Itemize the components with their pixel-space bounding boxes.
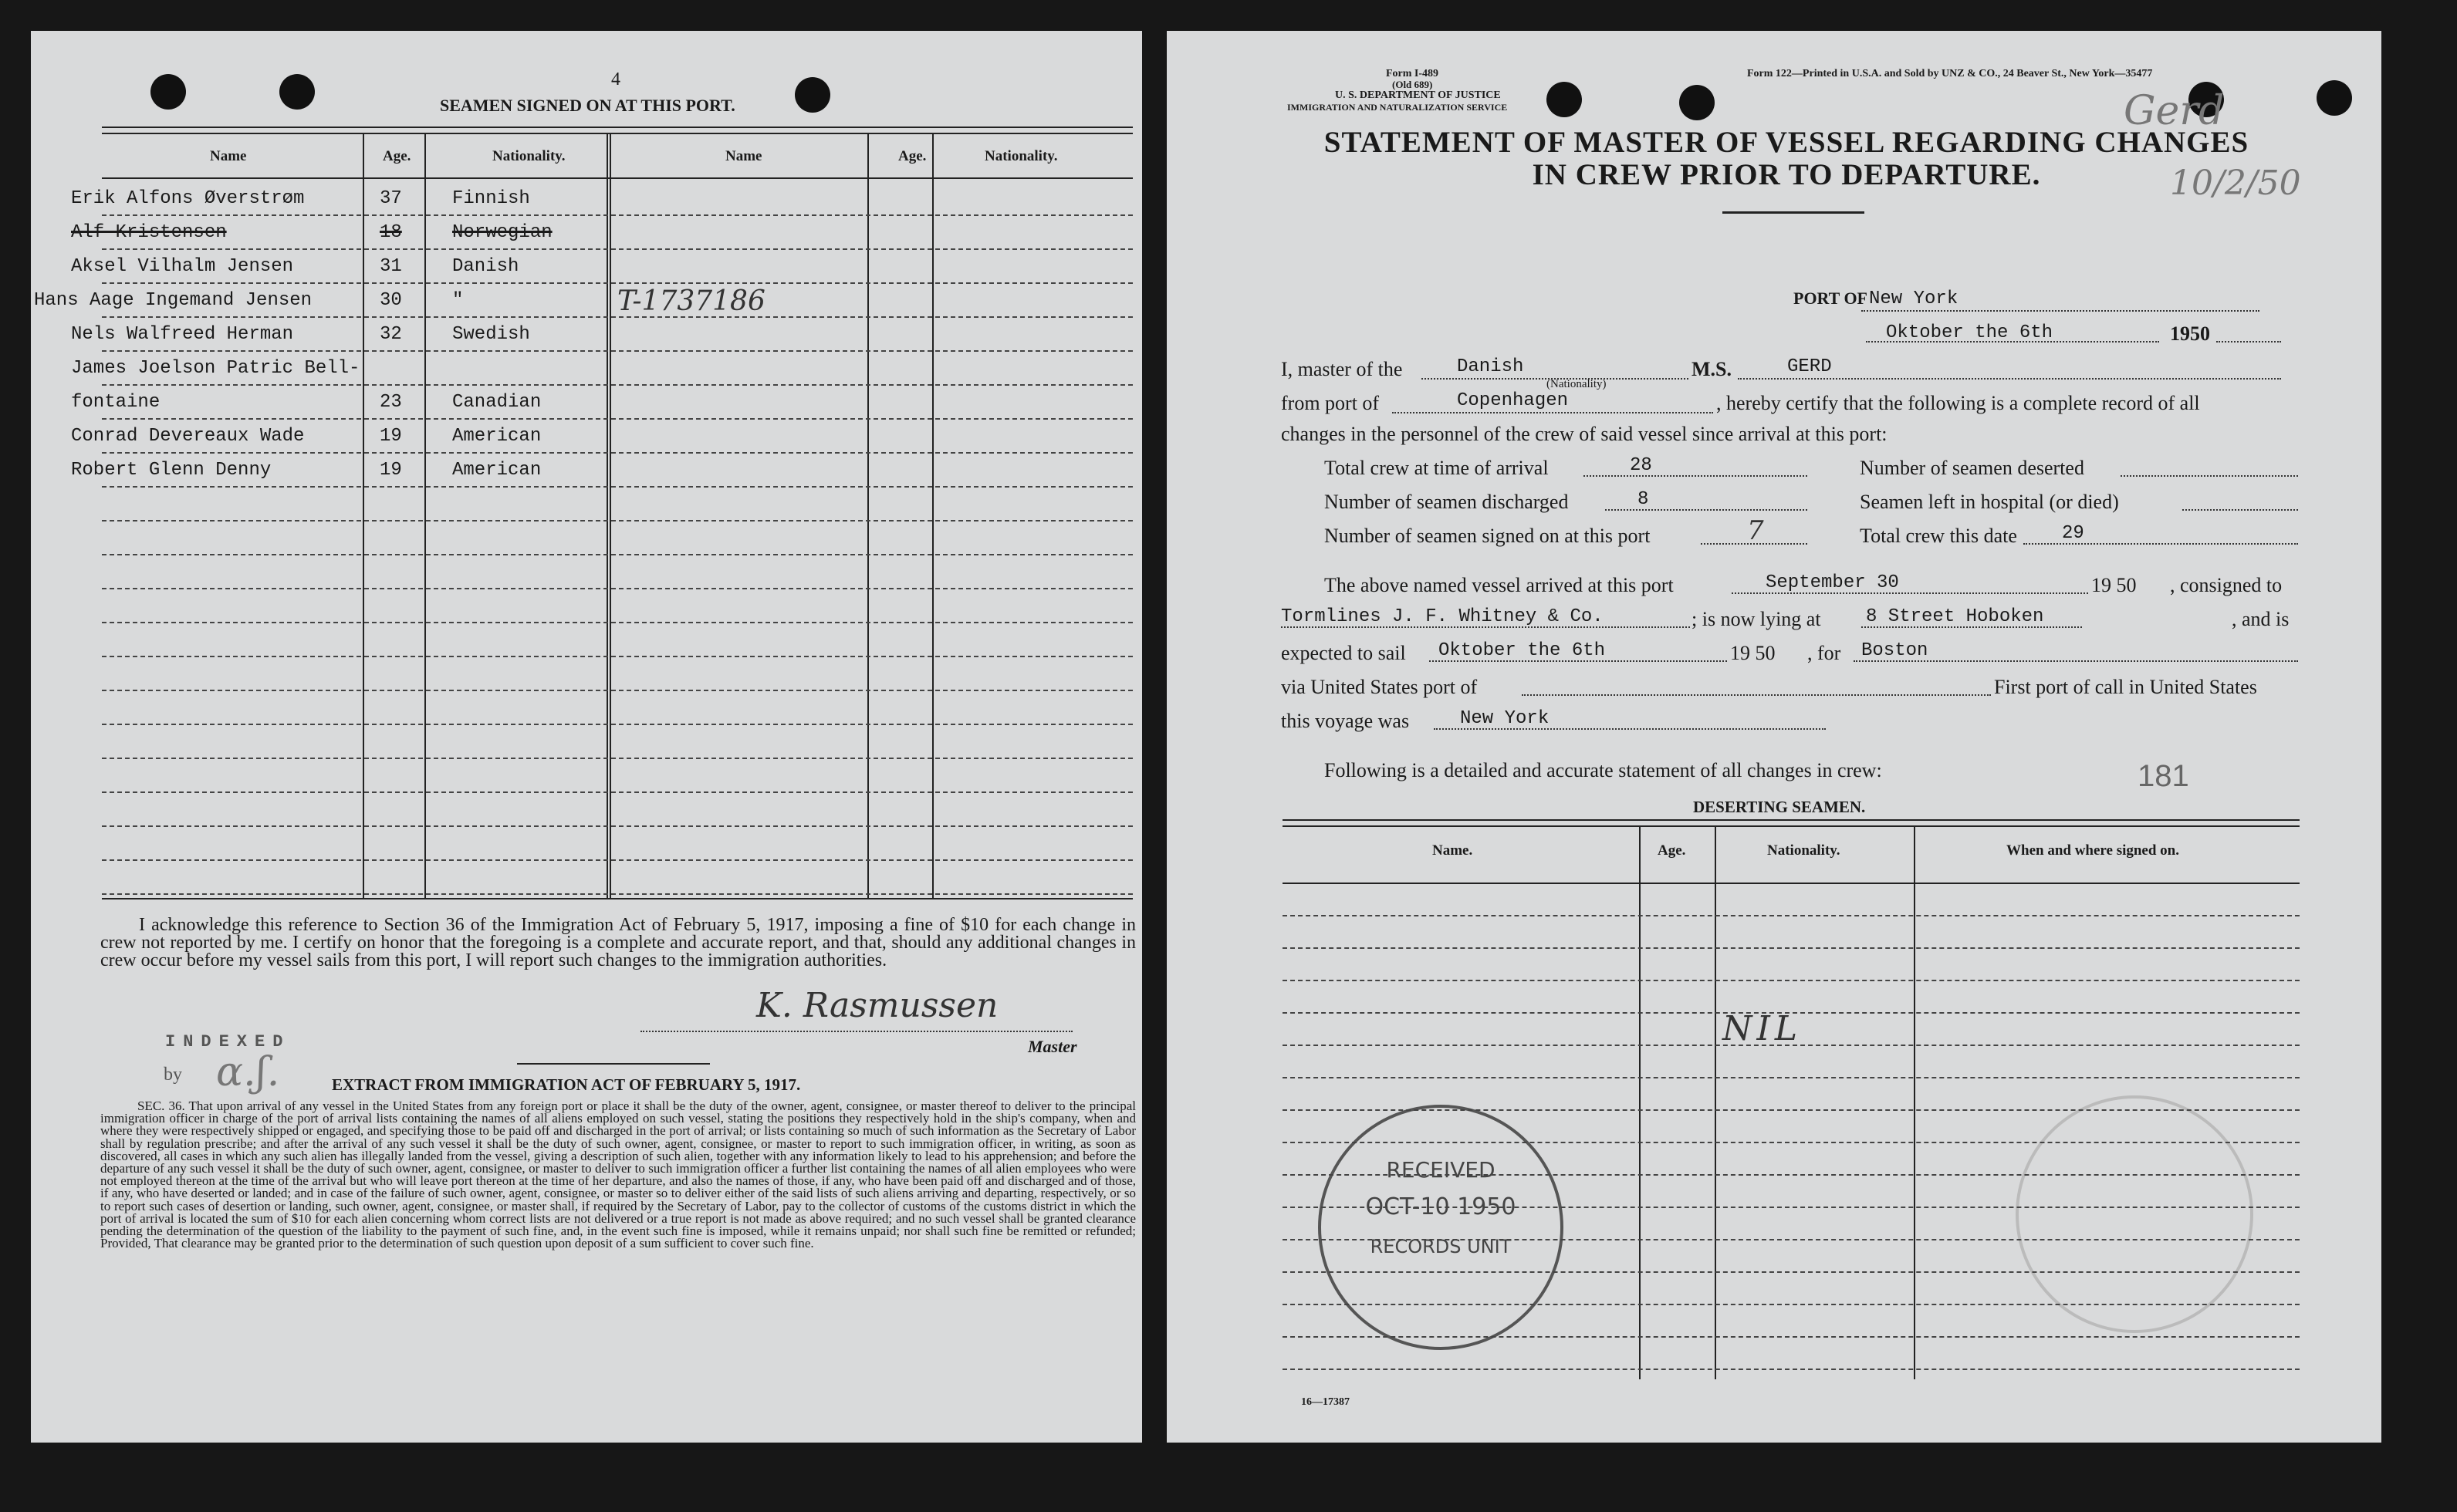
indexed-stamp: INDEXED xyxy=(165,1032,291,1051)
row-rule xyxy=(102,248,1133,250)
year: 1950 xyxy=(2170,322,2210,345)
lying-label: ; is now lying at xyxy=(1692,608,1821,630)
punch-hole xyxy=(1546,82,1582,117)
first-port: New York xyxy=(1460,708,1550,729)
title-line-2: IN CREW PRIOR TO DEPARTURE. xyxy=(1532,158,2041,191)
discharged-label: Number of seamen discharged xyxy=(1324,491,1569,513)
ms-label: M.S. xyxy=(1692,358,1732,380)
left-page xyxy=(31,31,1142,1443)
following-label: Following is a detailed and accurate statement of all changes in crew: xyxy=(1324,759,1882,781)
punch-hole xyxy=(1679,85,1715,120)
signed-on-label: Number of seamen signed on at this port xyxy=(1324,525,1651,547)
row-rule xyxy=(1283,1207,2300,1208)
stamp-received: RECEIVED xyxy=(1386,1157,1495,1183)
ship-note: Gerd xyxy=(2124,88,2225,134)
row-rule xyxy=(102,486,1133,488)
row-rule xyxy=(102,384,1133,386)
right-page xyxy=(1167,31,2381,1443)
row-rule xyxy=(1283,1271,2300,1273)
date-note: 10/2/50 xyxy=(2170,164,2301,203)
col-desert-signed: When and where signed on. xyxy=(2006,842,2180,859)
seaman-age: 30 xyxy=(380,290,402,311)
row-rule xyxy=(1283,947,2300,949)
col-nationality: Nationality. xyxy=(492,148,566,164)
page-number: 4 xyxy=(611,69,620,89)
number-stamp: 181 xyxy=(2138,759,2189,793)
seaman-name: Erik Alfons Øverstrøm xyxy=(71,188,305,209)
handwritten-annotation: T-1737186 xyxy=(617,285,765,317)
col-age: Age. xyxy=(383,148,411,164)
punch-hole xyxy=(150,74,186,110)
seaman-age: 23 xyxy=(380,392,402,413)
punch-hole xyxy=(279,74,315,110)
seaman-age: 19 xyxy=(380,426,402,447)
row-rule xyxy=(1283,1174,2300,1176)
expected-label: expected to sail xyxy=(1281,642,1406,664)
and-is: , and is xyxy=(2232,608,2290,630)
row-rule xyxy=(1283,1239,2300,1240)
seaman-age: 32 xyxy=(380,324,402,345)
col-name: Name xyxy=(210,148,247,164)
row-rule xyxy=(102,622,1133,623)
row-rule xyxy=(102,791,1133,793)
stamp-unit: RECORDS UNIT xyxy=(1370,1236,1512,1257)
total-crew-arrival: 28 xyxy=(1630,455,1652,476)
indexed-initials: ɑ.ʃ. xyxy=(216,1049,280,1095)
seaman-nationality: Norwegian xyxy=(452,222,553,243)
nil-entry: NIL xyxy=(1722,1009,1803,1048)
seaman-age: 18 xyxy=(380,222,402,243)
row-rule xyxy=(1283,1109,2300,1111)
voyage-label: this voyage was xyxy=(1281,710,1410,732)
department: U. S. DEPARTMENT OF JUSTICE xyxy=(1335,89,1501,101)
punch-hole xyxy=(795,77,830,113)
row-rule xyxy=(1283,1304,2300,1305)
row-rule xyxy=(102,282,1133,284)
master-label: Master xyxy=(1028,1037,1077,1056)
punch-hole xyxy=(2317,80,2352,116)
form-number: Form I-489 xyxy=(1386,68,1439,79)
port-value: New York xyxy=(1869,289,1959,309)
seaman-name: Conrad Devereaux Wade xyxy=(71,426,305,447)
row-rule xyxy=(1283,1012,2300,1014)
from-port: Copenhagen xyxy=(1457,390,1569,411)
row-rule xyxy=(102,588,1133,589)
row-rule xyxy=(102,656,1133,657)
row-rule xyxy=(102,859,1133,861)
certify-text-2: changes in the personnel of the crew of said vessel since arrival at this port: xyxy=(1281,423,1888,445)
seaman-name: Alf Kristensen xyxy=(71,222,227,243)
row-rule xyxy=(102,893,1133,895)
row-rule xyxy=(1283,1369,2300,1370)
col-desert-name: Name. xyxy=(1432,842,1473,859)
printer-line: Form 122—Printed in U.S.A. and Sold by UNZ & CO., 24 Beaver St., New York—35477 xyxy=(1747,68,2153,79)
row-rule xyxy=(102,758,1133,759)
seaman-age: 19 xyxy=(380,460,402,481)
col-age-2: Age. xyxy=(898,148,927,164)
row-rule xyxy=(102,418,1133,420)
col-desert-age: Age. xyxy=(1658,842,1686,859)
nationality-label: (Nationality) xyxy=(1546,378,1607,390)
consigned-label: , consigned to xyxy=(2170,574,2283,596)
arrived-year: 19 50 xyxy=(2091,574,2137,596)
total-crew-date-label: Total crew this date xyxy=(1860,525,2017,547)
seaman-nationality: Danish xyxy=(452,256,519,277)
by-label: by xyxy=(164,1065,182,1085)
stamp-date: OCT-10 1950 xyxy=(1365,1193,1516,1220)
seaman-age: 37 xyxy=(380,188,402,209)
col-name-2: Name xyxy=(725,148,762,164)
row-rule xyxy=(1283,1045,2300,1046)
port-label: PORT OF xyxy=(1793,289,1867,308)
deserting-title: DESERTING SEAMEN. xyxy=(1693,798,1866,816)
acknowledgement-text: I acknowledge this reference to Section 36 of the Immigration Act of February 5, 1917, imposing a fine of $10 for each change in crew not reported by me. I certify on honor that the foregoing is a complete and accurate report, and that, should any additional changes in crew occur before my vessel sails from this port, I will report such changes to the immigration authorities. xyxy=(100,915,1136,970)
seaman-name: Nels Walfreed Herman xyxy=(71,324,294,345)
row-rule xyxy=(102,350,1133,352)
footer-code: 16—17387 xyxy=(1301,1396,1350,1408)
discharged: 8 xyxy=(1637,489,1649,510)
seaman-nationality: Finnish xyxy=(452,188,530,209)
arrived-date: September 30 xyxy=(1766,572,1899,593)
ship-name: GERD xyxy=(1787,356,1832,377)
row-rule xyxy=(102,554,1133,555)
seaman-name: Aksel Vilhalm Jensen xyxy=(71,256,294,277)
seaman-nationality: Canadian xyxy=(452,392,542,413)
signed-on: 7 xyxy=(1747,515,1764,546)
certify-text: , hereby certify that the following is a complete record of all xyxy=(1716,392,2200,414)
from-port-label: from port of xyxy=(1281,392,1380,414)
seaman-nationality: American xyxy=(452,426,542,447)
service: IMMIGRATION AND NATURALIZATION SERVICE xyxy=(1287,102,1508,113)
date-day: Oktober the 6th xyxy=(1886,322,2053,343)
sail-year: 19 50 xyxy=(1730,642,1776,664)
row-rule xyxy=(1283,915,2300,916)
sail-date: Oktober the 6th xyxy=(1438,640,1606,661)
seaman-nationality: American xyxy=(452,460,542,481)
master-signature: K. Rasmussen xyxy=(756,986,999,1025)
hospital-label: Seamen left in hospital (or died) xyxy=(1860,491,2119,513)
row-rule xyxy=(1283,1142,2300,1143)
seaman-name: Hans Aage Ingemand Jensen xyxy=(34,290,313,311)
extract-text: SEC. 36. That upon arrival of any vessel in the United States from any foreign port or place it shall be the duty of the owner, agent, consignee, or master thereof to deliver to the principal immigration officer in charge of the port of arrival lists containing the names of all aliens employed on such vessel, stating the positions they respectively hold in the ship's company, when and where they were respectively shipped or engaged, and specifying those to be paid off and discharged in the port of arrival; or lists containing so much of such information as the Secretary of Labor shall by regulation prescribe; and after the arrival of any such vessel it shall be the duty of such owner, agent, consignee, or master to report to such immigration officer, in writing, as soon as discovered, all cases in which any such alien has illegally landed from the vessel, giving a description of such alien, together with any information likely to lead to his apprehension; and before the departure of any such vessel it shall be the duty of such owner, agent, consignee, or master to deliver to such immigration officer a further list containing the names of all alien employees who were not employed thereon at the time of the arrival but who will leave port thereon at the time of her departure, and also the names of those, if any, who have been paid off and discharged and of those, if any, who have deserted or landed; and in case of the failure of such owner, agent, consignee, or master so to deliver either of the said lists of such aliens arriving and departing, respectively, or so to report such cases of desertion or landing, such owner, agent, consignee, or master shall, if required by the Secretary of Labor, pay to the collector of customs of the customs district in which the port of arrival is located the sum of $10 for each alien concerning whom correct lists are not delivered or a true report is not made as above required; and no such vessel shall be granted clearance pending the determination of the question of the liability to the payment of such fine, and, in the event such fine is imposed, while it remains unpaid; nor shall such fine be remitted or refunded; Provided, That clearance may be granted prior to the determination of such question upon deposit of a sum sufficient to cover such fine. xyxy=(100,1099,1136,1251)
row-rule xyxy=(102,724,1133,725)
for-label: , for xyxy=(1807,642,1841,664)
col-desert-nationality: Nationality. xyxy=(1767,842,1840,859)
seaman-nationality: Swedish xyxy=(452,324,530,345)
deserted-label: Number of seamen deserted xyxy=(1860,457,2084,479)
col-nationality-2: Nationality. xyxy=(985,148,1058,164)
seaman-name: James Joelson Patric Bell- xyxy=(71,358,360,379)
seaman-name: fontaine xyxy=(71,392,161,413)
seamen-signed-title: SEAMEN SIGNED ON AT THIS PORT. xyxy=(440,96,735,115)
sail-for: Boston xyxy=(1861,640,1928,661)
row-rule xyxy=(102,520,1133,521)
via-label: via United States port of xyxy=(1281,676,1478,698)
seaman-name: Robert Glenn Denny xyxy=(71,460,272,481)
row-rule xyxy=(1283,980,2300,981)
row-rule xyxy=(102,452,1133,454)
consignee: Tormlines J. F. Whitney & Co. xyxy=(1281,606,1604,627)
arrived-label: The above named vessel arrived at this port xyxy=(1324,574,1674,596)
row-rule xyxy=(102,316,1133,318)
extract-title: EXTRACT FROM IMMIGRATION ACT OF FEBRUARY 5, 1917. xyxy=(332,1075,801,1094)
seaman-age: 31 xyxy=(380,256,402,277)
lying-at: 8 Street Hoboken xyxy=(1866,606,2044,627)
faded-stamp xyxy=(2016,1095,2253,1333)
first-port-label: First port of call in United States xyxy=(1994,676,2257,698)
ship-nationality: Danish xyxy=(1457,356,1524,377)
row-rule xyxy=(1283,1077,2300,1078)
row-rule xyxy=(102,825,1133,827)
row-rule xyxy=(1283,1336,2300,1338)
row-rule xyxy=(102,214,1133,216)
seaman-nationality: " xyxy=(452,290,464,311)
total-crew-date: 29 xyxy=(2062,523,2084,544)
title-line-1: STATEMENT OF MASTER OF VESSEL REGARDING CHANGES xyxy=(1323,126,2249,159)
master-of-label: I, master of the xyxy=(1281,358,1403,380)
total-crew-arrival-label: Total crew at time of arrival xyxy=(1324,457,1549,479)
form-old: (Old 689) xyxy=(1392,79,1433,90)
row-rule xyxy=(102,690,1133,691)
